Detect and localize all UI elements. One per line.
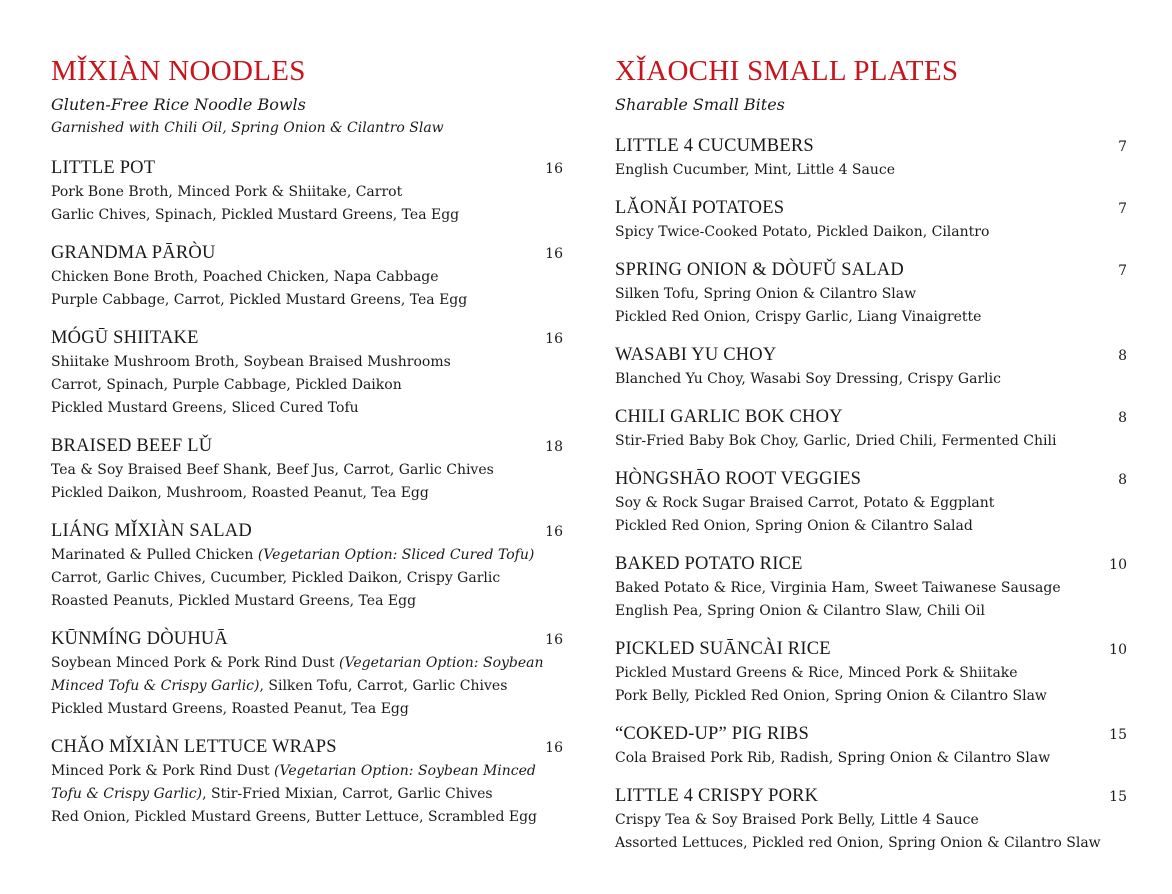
- item-description: [51, 652, 563, 675]
- menu-item: [615, 552, 1127, 623]
- menu-item: [615, 467, 1127, 538]
- item-description: Pickled Daikon, Mushroom, Roasted Peanut, Tea Egg: [51, 485, 429, 501]
- item-price: 8: [1118, 410, 1127, 426]
- item-price: 16: [545, 740, 563, 756]
- item-name: HÒNGSHĀO ROOT VEGGIES: [615, 469, 862, 489]
- item-price: 16: [545, 632, 563, 648]
- item-description: Cola Braised Pork Rib, Radish, Spring Onion & Cilantro Slaw: [615, 750, 1051, 766]
- item-name: BAKED POTATO RICE: [615, 554, 803, 574]
- item-description: Carrot, Garlic Chives, Cucumber, Pickled Daikon, Crispy Garlic: [51, 570, 501, 586]
- item-description: Chicken Bone Broth, Poached Chicken, Napa Cabbage: [51, 269, 439, 285]
- item-price: 8: [1118, 472, 1127, 488]
- item-price: 8: [1118, 348, 1127, 364]
- menu-item: [615, 134, 1127, 182]
- noodles-subtitle: Gluten-Free Rice Noodle Bowls: [51, 95, 306, 114]
- menu-item: [51, 627, 563, 721]
- item-name: CHǍO MǏXIÀN LETTUCE WRAPS: [51, 737, 337, 757]
- item-name: CHILI GARLIC BOK CHOY: [615, 407, 843, 427]
- item-description: Pickled Mustard Greens, Sliced Cured Tofu: [51, 400, 359, 416]
- menu-item: [51, 735, 563, 829]
- item-name: LITTLE POT: [51, 158, 156, 178]
- small-plates-section: [615, 56, 1127, 869]
- small-plates-title: XǏAOCHI SMALL PLATES: [615, 55, 959, 87]
- item-name: LǍONǍI POTATOES: [615, 198, 785, 218]
- item-name: KŪNMÍNG DÒUHUĀ: [51, 629, 228, 649]
- item-description: Tea & Soy Braised Beef Shank, Beef Jus, Carrot, Garlic Chives: [51, 462, 494, 478]
- item-description: Spicy Twice-Cooked Potato, Pickled Daikon, Cilantro: [615, 224, 990, 240]
- item-name: SPRING ONION & DÒUFǓ SALAD: [615, 260, 904, 280]
- item-price: 16: [545, 524, 563, 540]
- item-name: LITTLE 4 CRISPY PORK: [615, 786, 819, 806]
- menu-item: [51, 156, 563, 227]
- vegetarian-option: (Vegetarian Option: Soybean Minced: [274, 763, 536, 779]
- item-text: , Stir-Fried Mixian, Carrot, Garlic Chives: [202, 786, 493, 802]
- noodles-section: [51, 56, 563, 843]
- small-plates-subtitle: Sharable Small Bites: [615, 95, 785, 114]
- item-name: “COKED-UP” PIG RIBS: [615, 724, 809, 744]
- menu-item: [51, 519, 563, 613]
- item-name: PICKLED SUĀNCÀI RICE: [615, 639, 831, 659]
- item-price: 10: [1109, 642, 1127, 658]
- item-description: English Pea, Spring Onion & Cilantro Slaw, Chili Oil: [615, 603, 985, 619]
- item-description: Crispy Tea & Soy Braised Pork Belly, Little 4 Sauce: [615, 812, 979, 828]
- noodles-list: [51, 156, 563, 829]
- item-description: Garlic Chives, Spinach, Pickled Mustard Greens, Tea Egg: [51, 207, 460, 223]
- menu-item: [615, 405, 1127, 453]
- item-description: Roasted Peanuts, Pickled Mustard Greens, Tea Egg: [51, 593, 417, 609]
- item-description: Silken Tofu, Spring Onion & Cilantro Slaw: [615, 286, 917, 302]
- vegetarian-option: (Vegetarian Option: Soybean: [339, 655, 544, 671]
- menu-item: [615, 343, 1127, 391]
- item-text: , Silken Tofu, Carrot, Garlic Chives: [259, 678, 508, 694]
- item-price: 16: [545, 246, 563, 262]
- item-description: Carrot, Spinach, Purple Cabbage, Pickled Daikon: [51, 377, 402, 393]
- item-description: Pickled Red Onion, Spring Onion & Cilantro Salad: [615, 518, 973, 534]
- item-description: Pickled Red Onion, Crispy Garlic, Liang Vinaigrette: [615, 309, 982, 325]
- item-name: GRANDMA PĀRÒU: [51, 243, 216, 263]
- vegetarian-option-cont: Minced Tofu & Crispy Garlic): [51, 678, 260, 694]
- item-name: MÓGŪ SHIITAKE: [51, 328, 199, 348]
- item-description: Purple Cabbage, Carrot, Pickled Mustard Greens, Tea Egg: [51, 292, 468, 308]
- item-description: Baked Potato & Rice, Virginia Ham, Sweet Taiwanese Sausage: [615, 580, 1061, 596]
- item-name: WASABI YU CHOY: [615, 345, 777, 365]
- item-price: 7: [1118, 201, 1127, 217]
- item-name: LIÁNG MǏXIÀN SALAD: [51, 521, 252, 541]
- menu-item: [51, 326, 563, 420]
- item-description: [51, 760, 563, 783]
- item-description: Pork Bone Broth, Minced Pork & Shiitake, Carrot: [51, 184, 403, 200]
- item-description: [51, 783, 563, 806]
- item-description: [51, 544, 563, 567]
- noodles-note: Garnished with Chili Oil, Spring Onion & Cilantro Slaw: [51, 120, 444, 136]
- item-price: 7: [1118, 139, 1127, 155]
- item-description: Pork Belly, Pickled Red Onion, Spring Onion & Cilantro Slaw: [615, 688, 1047, 704]
- menu-item: [51, 241, 563, 312]
- item-description: Pickled Mustard Greens, Roasted Peanut, Tea Egg: [51, 701, 409, 717]
- item-description: Soy & Rock Sugar Braised Carrot, Potato & Eggplant: [615, 495, 995, 511]
- item-description: Blanched Yu Choy, Wasabi Soy Dressing, Crispy Garlic: [615, 371, 1001, 387]
- menu-item: [615, 258, 1127, 329]
- item-description: Assorted Lettuces, Pickled red Onion, Spring Onion & Cilantro Slaw: [615, 835, 1101, 851]
- item-description: Shiitake Mushroom Broth, Soybean Braised Mushrooms: [51, 354, 451, 370]
- item-text: Soybean Minced Pork & Pork Rind Dust: [51, 655, 335, 671]
- item-price: 7: [1118, 263, 1127, 279]
- vegetarian-option: (Vegetarian Option: Sliced Cured Tofu): [257, 547, 535, 563]
- item-text: Minced Pork & Pork Rind Dust: [51, 763, 270, 779]
- item-name: LITTLE 4 CUCUMBERS: [615, 136, 814, 156]
- item-price: 16: [545, 161, 563, 177]
- item-price: 15: [1109, 789, 1127, 805]
- item-price: 18: [545, 439, 563, 455]
- item-price: 16: [545, 331, 563, 347]
- menu-item: [615, 637, 1127, 708]
- item-text: Marinated & Pulled Chicken: [51, 547, 254, 563]
- menu-item: [615, 722, 1127, 770]
- small-plates-list: [615, 134, 1127, 855]
- item-description: English Cucumber, Mint, Little 4 Sauce: [615, 162, 895, 178]
- item-description: Red Onion, Pickled Mustard Greens, Butter Lettuce, Scrambled Egg: [51, 809, 538, 825]
- item-description: Pickled Mustard Greens & Rice, Minced Pork & Shiitake: [615, 665, 1018, 681]
- item-description: [51, 675, 563, 698]
- menu-item: [615, 196, 1127, 244]
- noodles-title: MǏXIÀN NOODLES: [51, 55, 306, 87]
- item-description: Stir-Fried Baby Bok Choy, Garlic, Dried Chili, Fermented Chili: [615, 433, 1057, 449]
- item-name: BRAISED BEEF LǓ: [51, 436, 213, 456]
- item-price: 10: [1109, 557, 1127, 573]
- item-price: 15: [1109, 727, 1127, 743]
- menu-item: [615, 784, 1127, 855]
- menu-item: [51, 434, 563, 505]
- vegetarian-option-cont: Tofu & Crispy Garlic): [51, 786, 203, 802]
